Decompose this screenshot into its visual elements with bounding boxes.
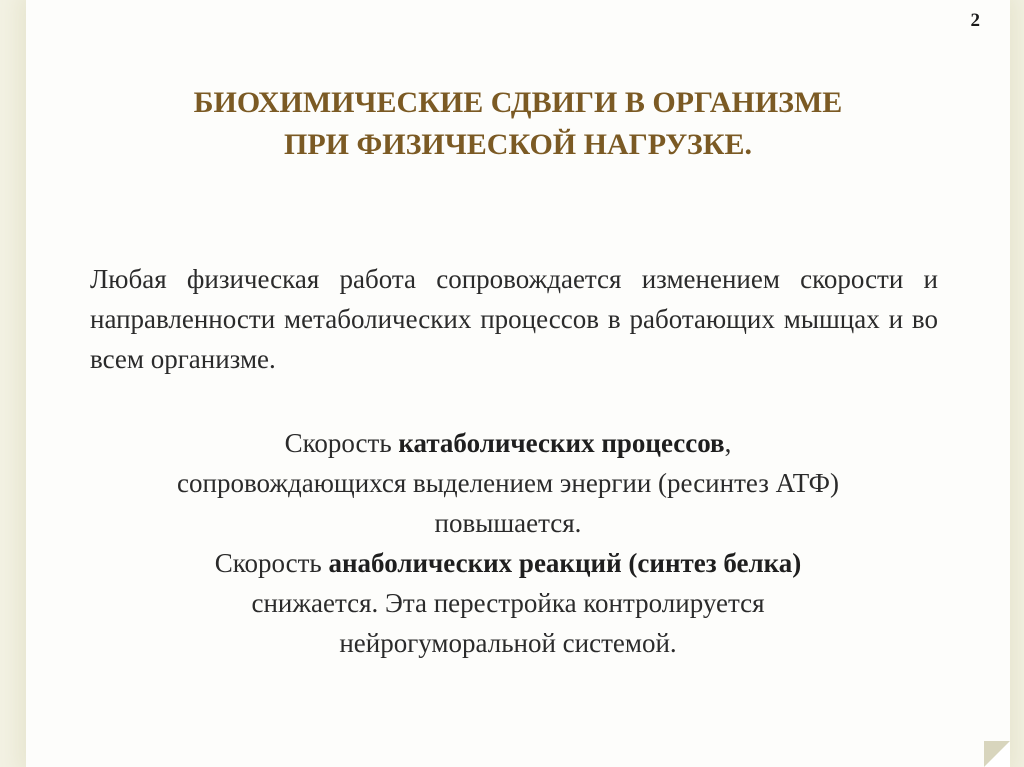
title-line-2: ПРИ ФИЗИЧЕСКОЙ НАГРУЗКЕ. (283, 128, 753, 161)
catabolic-line-3: повышается. (434, 508, 582, 538)
anabolic-line-3: нейрогуморальной системой. (339, 628, 677, 658)
anabolic-line-1 (56, 543, 960, 583)
catabolic-suffix: , (724, 428, 732, 458)
page-corner-fold (984, 741, 1010, 767)
catabolic-line-2: сопровождающихся выделением энергии (ресинтез АТФ) (177, 468, 839, 498)
catabolic-prefix: Скорость (284, 428, 399, 458)
anabolic-term: анаболических реакций (синтез белка) (328, 548, 802, 578)
anabolic-line-2: снижается. Эта перестройка контролируется (251, 588, 765, 618)
anabolic-prefix: Скорость (214, 548, 329, 578)
page-number: 2 (970, 10, 980, 31)
intro-paragraph: Любая физическая работа сопровождается изменением скорости и направленности метаболических процессов в работающих мышцах и во всем организме. (90, 264, 938, 374)
slide-title (66, 82, 970, 166)
title-line-1: БИОХИМИЧЕСКИЕ СДВИГИ В ОРГАНИЗМЕ (193, 86, 843, 119)
catabolic-line-1 (56, 423, 960, 463)
metabolism-paragraph (56, 423, 960, 663)
slide (26, 0, 1010, 767)
catabolic-term: катаболических процессов (398, 428, 725, 458)
